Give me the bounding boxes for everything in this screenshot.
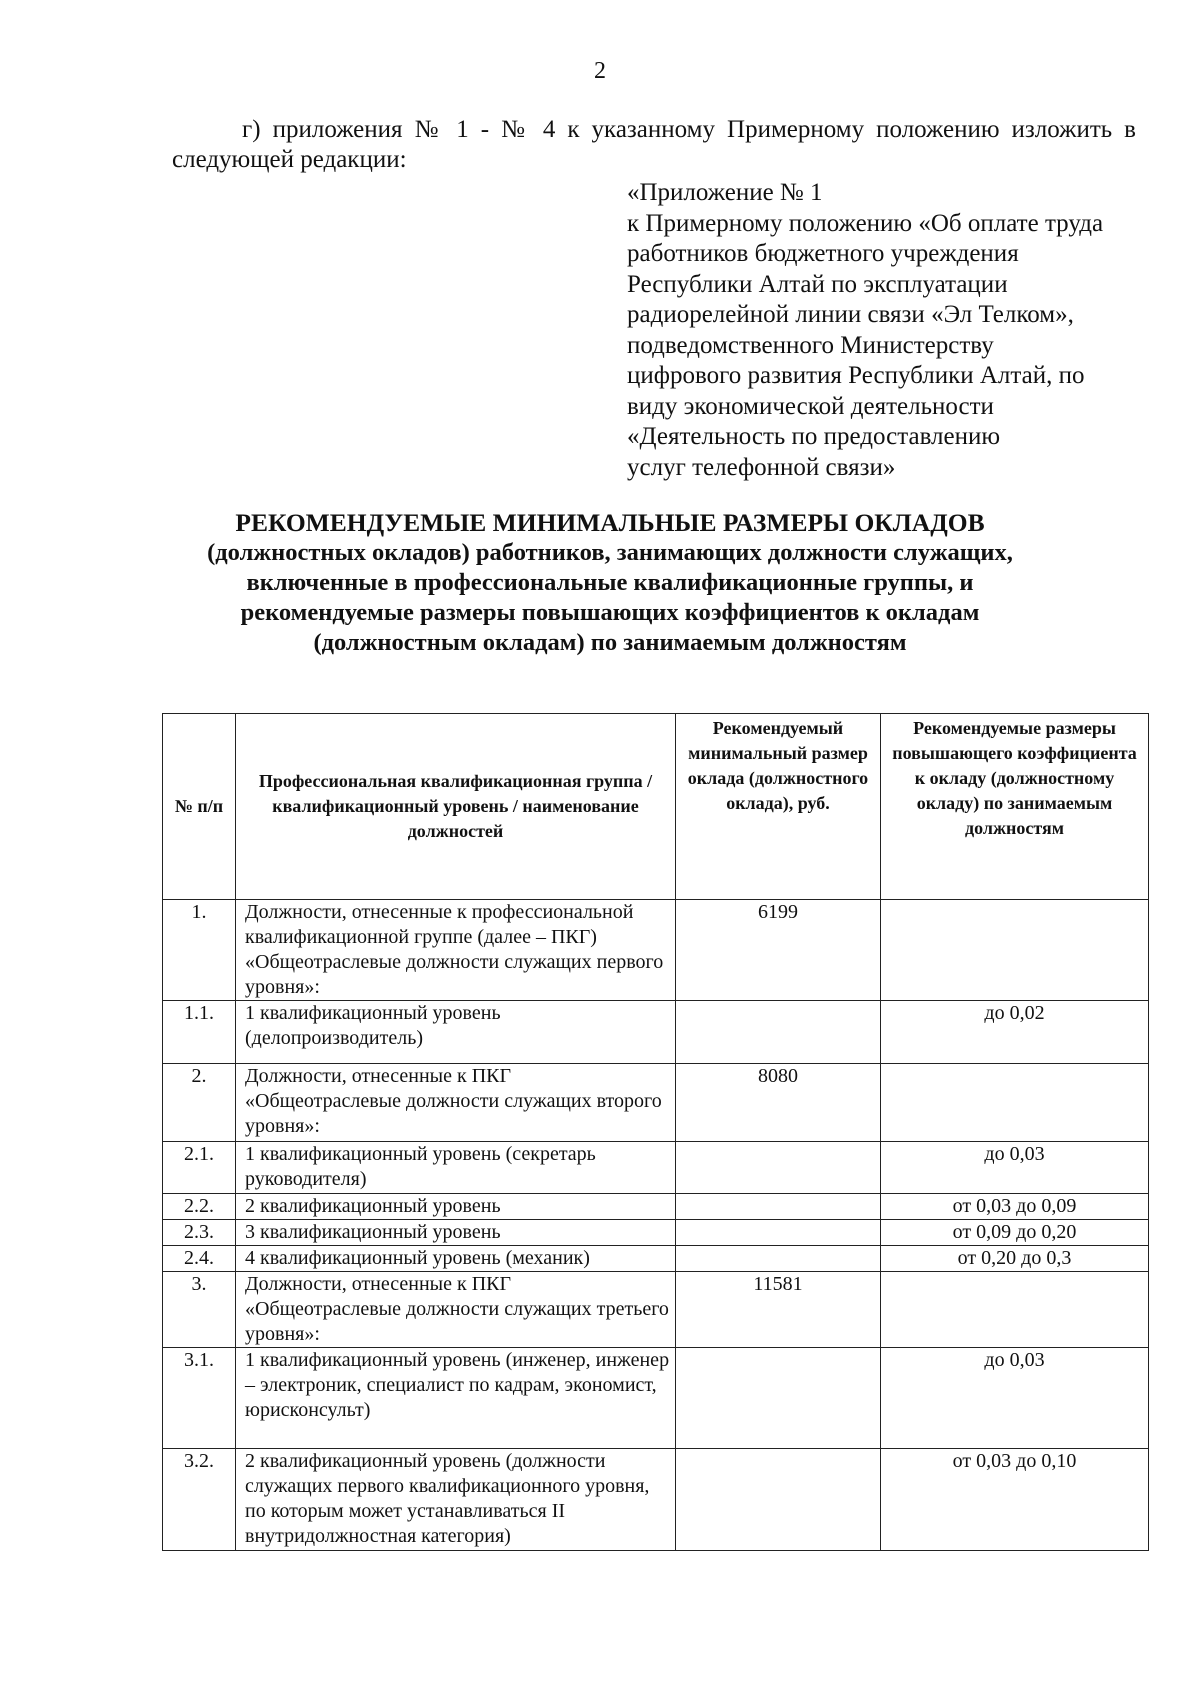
salary-table bbox=[162, 713, 1149, 1551]
table-row bbox=[163, 1449, 1149, 1551]
cell-coef: до 0,02 bbox=[881, 1001, 1149, 1064]
appendix-note-line: «Деятельность по предоставлению bbox=[627, 423, 1001, 450]
table-row bbox=[163, 1194, 1149, 1220]
cell-coef bbox=[881, 900, 1149, 1001]
table-row bbox=[163, 1272, 1149, 1348]
cell-coef bbox=[881, 1064, 1149, 1142]
appendix-note-line: к Примерному положению «Об оплате труда bbox=[627, 209, 1104, 237]
appendix-note-line: подведомственного Министерству bbox=[627, 331, 994, 359]
cell-salary bbox=[676, 1449, 881, 1551]
cell-name: Должности, отнесенные к ПКГ «Общеотраслевые должности служащих второго уровня»: bbox=[236, 1064, 676, 1142]
title-line: (должностных окладов) работников, занимающих должности служащих, bbox=[207, 539, 1013, 566]
table-row bbox=[163, 1064, 1149, 1142]
title-line: РЕКОМЕНДУЕМЫЕ МИНИМАЛЬНЫЕ РАЗМЕРЫ ОКЛАДОВ bbox=[235, 508, 985, 537]
table-row bbox=[163, 900, 1149, 1001]
cell-name: Должности, отнесенные к ПКГ «Общеотраслевые должности служащих третьего уровня»: bbox=[236, 1272, 676, 1348]
cell-salary bbox=[676, 1194, 881, 1220]
appendix-note-line: радиорелейной линии связи «Эл Телком», bbox=[627, 301, 1074, 328]
header-name: Профессиональная квалификационная группа / квалификационный уровень / наименование должностей bbox=[236, 714, 676, 900]
cell-num: 3.1. bbox=[163, 1348, 236, 1449]
intro-line-2: следующей редакции: bbox=[172, 146, 407, 173]
table-row bbox=[163, 1246, 1149, 1272]
title-line: рекомендуемые размеры повышающих коэффициентов к окладам bbox=[240, 599, 980, 626]
cell-name: 1 квалификационный уровень (секретарь руководителя) bbox=[236, 1142, 676, 1194]
cell-coef: от 0,20 до 0,3 bbox=[881, 1246, 1149, 1272]
appendix-note-line: виду экономической деятельности bbox=[627, 392, 994, 420]
cell-name: 4 квалификационный уровень (механик) bbox=[236, 1246, 676, 1272]
cell-salary: 11581 bbox=[676, 1272, 881, 1348]
table-row bbox=[163, 1142, 1149, 1194]
appendix-note-line: работников бюджетного учреждения bbox=[627, 240, 1019, 267]
table-row bbox=[163, 1348, 1149, 1449]
table-header-row bbox=[163, 714, 1149, 900]
appendix-note-line: Республики Алтай по эксплуатации bbox=[627, 270, 1008, 298]
cell-num: 2.1. bbox=[163, 1142, 236, 1194]
cell-salary bbox=[676, 1246, 881, 1272]
header-num: № п/п bbox=[163, 714, 236, 900]
header-coef: Рекомендуемые размеры повышающего коэффициента к окладу (должностному окладу) по занимаемым должностям bbox=[881, 714, 1149, 900]
cell-name: 2 квалификационный уровень (должности служащих первого квалификационного уровня, по которым может устанавливаться II внутридолжностная категория) bbox=[236, 1449, 676, 1551]
page-number: 2 bbox=[594, 58, 606, 84]
cell-name: 3 квалификационный уровень bbox=[236, 1220, 676, 1246]
cell-coef: до 0,03 bbox=[881, 1348, 1149, 1449]
cell-num: 2.4. bbox=[163, 1246, 236, 1272]
cell-num: 1.1. bbox=[163, 1001, 236, 1064]
cell-num: 1. bbox=[163, 900, 236, 1001]
table-row bbox=[163, 1001, 1149, 1064]
cell-coef: от 0,09 до 0,20 bbox=[881, 1220, 1149, 1246]
cell-salary bbox=[676, 1001, 881, 1064]
cell-salary bbox=[676, 1142, 881, 1194]
cell-salary: 8080 bbox=[676, 1064, 881, 1142]
cell-num: 2. bbox=[163, 1064, 236, 1142]
intro-line-1: г) приложения № 1 - № 4 к указанному Примерному положению изложить в bbox=[242, 116, 1136, 143]
header-salary: Рекомендуемый минимальный размер оклада (должностного оклада), руб. bbox=[676, 714, 881, 900]
appendix-note-line: «Приложение № 1 bbox=[627, 179, 823, 206]
title-line: (должностным окладам) по занимаемым должностям bbox=[313, 629, 907, 656]
cell-salary: 6199 bbox=[676, 900, 881, 1001]
intro-paragraph bbox=[172, 115, 1136, 175]
cell-name: Должности, отнесенные к профессиональной квалификационной группе (далее – ПКГ) «Общеотраслевые должности служащих первого уровня»: bbox=[236, 900, 676, 1001]
cell-num: 3.2. bbox=[163, 1449, 236, 1551]
document-title bbox=[120, 508, 1100, 658]
cell-num: 2.3. bbox=[163, 1220, 236, 1246]
cell-coef bbox=[881, 1272, 1149, 1348]
appendix-note bbox=[627, 178, 1147, 483]
title-line: включенные в профессиональные квалификационные группы, и bbox=[246, 569, 974, 596]
cell-name: 1 квалификационный уровень (инженер, инженер – электроник, специалист по кадрам, экономист, юрисконсульт) bbox=[236, 1348, 676, 1449]
appendix-note-line: цифрового развития Республики Алтай, по bbox=[627, 362, 1085, 389]
cell-coef: от 0,03 до 0,09 bbox=[881, 1194, 1149, 1220]
table-row bbox=[163, 1220, 1149, 1246]
cell-name: 2 квалификационный уровень bbox=[236, 1194, 676, 1220]
cell-salary bbox=[676, 1348, 881, 1449]
cell-name: 1 квалификационный уровень (делопроизводитель) bbox=[236, 1001, 676, 1064]
cell-num: 2.2. bbox=[163, 1194, 236, 1220]
cell-salary bbox=[676, 1220, 881, 1246]
cell-coef: до 0,03 bbox=[881, 1142, 1149, 1194]
appendix-note-line: услуг телефонной связи» bbox=[627, 453, 896, 481]
cell-coef: от 0,03 до 0,10 bbox=[881, 1449, 1149, 1551]
cell-num: 3. bbox=[163, 1272, 236, 1348]
